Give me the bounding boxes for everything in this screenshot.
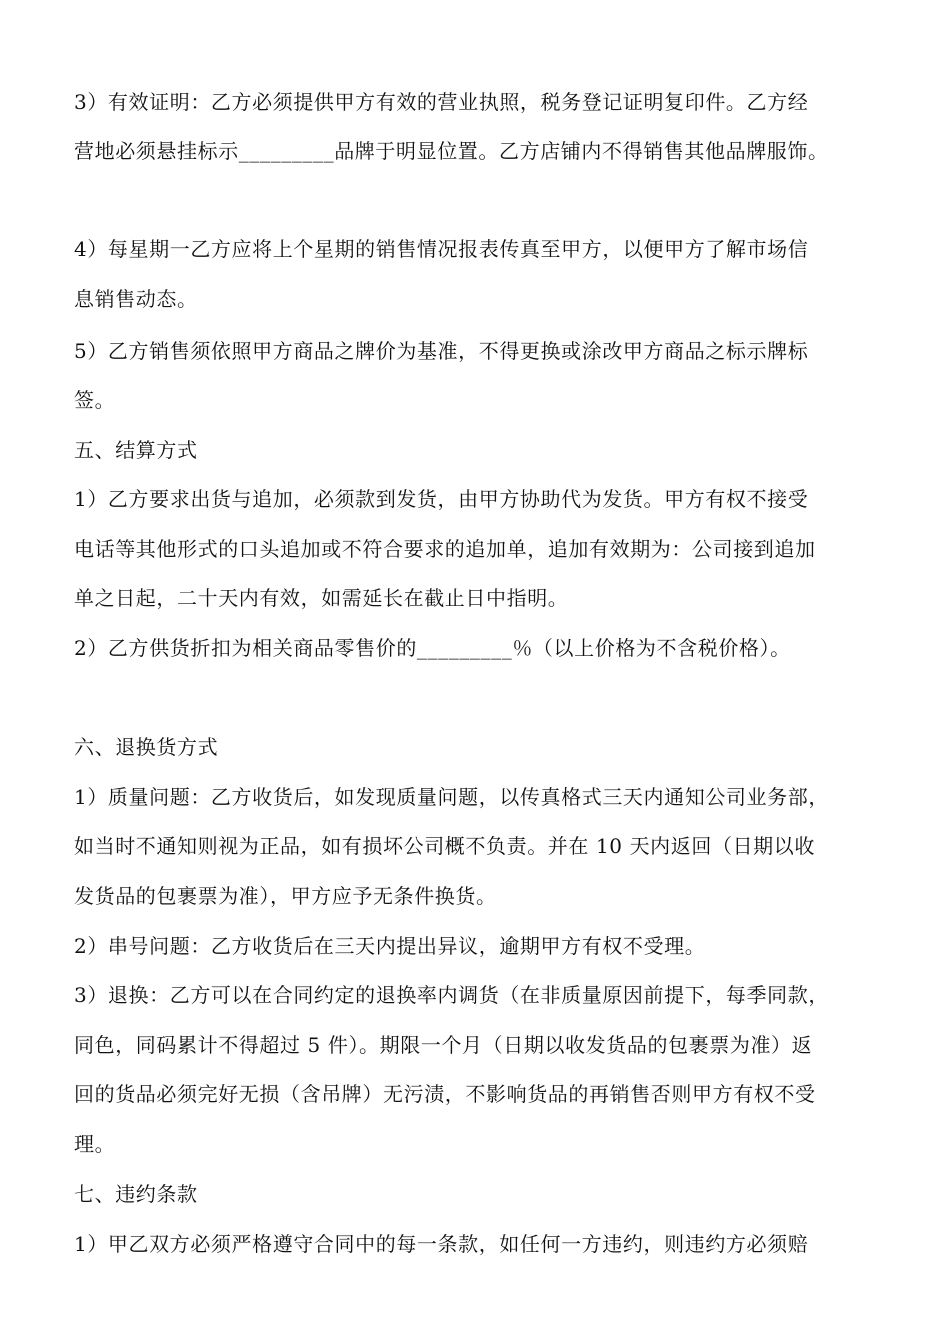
text-line: 签。 — [74, 388, 116, 412]
text-line: 3）退换：乙方可以在合同约定的退换率内调货（在非质量原因前提下，每季同款， — [74, 983, 829, 1007]
section-heading: 七、违约条款 — [74, 1182, 198, 1206]
text-line: 4）每星期一乙方应将上个星期的销售情况报表传真至甲方，以便甲方了解市场信 — [74, 237, 809, 261]
text-line: 2）串号问题：乙方收货后在三天内提出异议，逾期甲方有权不受理。 — [74, 934, 706, 958]
text-line: 息销售动态。 — [74, 287, 198, 311]
section-heading: 五、结算方式 — [74, 438, 198, 462]
text-line: 营地必须悬挂标示_________品牌于明显位置。乙方店铺内不得销售其他品牌服饰。 — [74, 139, 829, 163]
text-line: 1）乙方要求出货与追加，必须款到发货，由甲方协助代为发货。甲方有权不接受 — [74, 487, 809, 511]
text-line: 同色，同码累计不得超过 5 件）。期限一个月（日期以收发货品的包裹票为准）返 — [74, 1033, 813, 1057]
text-line: 电话等其他形式的口头追加或不符合要求的追加单，追加有效期为：公司接到追加 — [74, 537, 816, 561]
text-line: 发货品的包裹票为准），甲方应予无条件换货。 — [74, 884, 497, 908]
text-line: 理。 — [74, 1132, 116, 1156]
text-line: 3）有效证明：乙方必须提供甲方有效的营业执照，税务登记证明复印件。乙方经 — [74, 90, 809, 114]
section-heading: 六、退换货方式 — [74, 735, 219, 759]
text-line: 1）质量问题：乙方收货后，如发现质量问题，以传真格式三天内通知公司业务部， — [74, 785, 829, 809]
text-line: 5）乙方销售须依照甲方商品之牌价为基准，不得更换或涂改甲方商品之标示牌标 — [74, 339, 809, 363]
text-line: 如当时不通知则视为正品，如有损坏公司概不负责。并在 10 天内返回（日期以收 — [74, 834, 815, 858]
text-line: 回的货品必须完好无损（含吊牌）无污渍，不影响货品的再销售否则甲方有权不受 — [74, 1082, 816, 1106]
text-line: 1）甲乙双方必须严格遵守合同中的每一条款，如任何一方违约，则违约方必须赔 — [74, 1232, 809, 1256]
text-line: 2）乙方供货折扣为相关商品零售价的_________％（以上价格为不含税价格）。 — [74, 636, 791, 660]
text-line: 单之日起，二十天内有效，如需延长在截止日中指明。 — [74, 586, 569, 610]
